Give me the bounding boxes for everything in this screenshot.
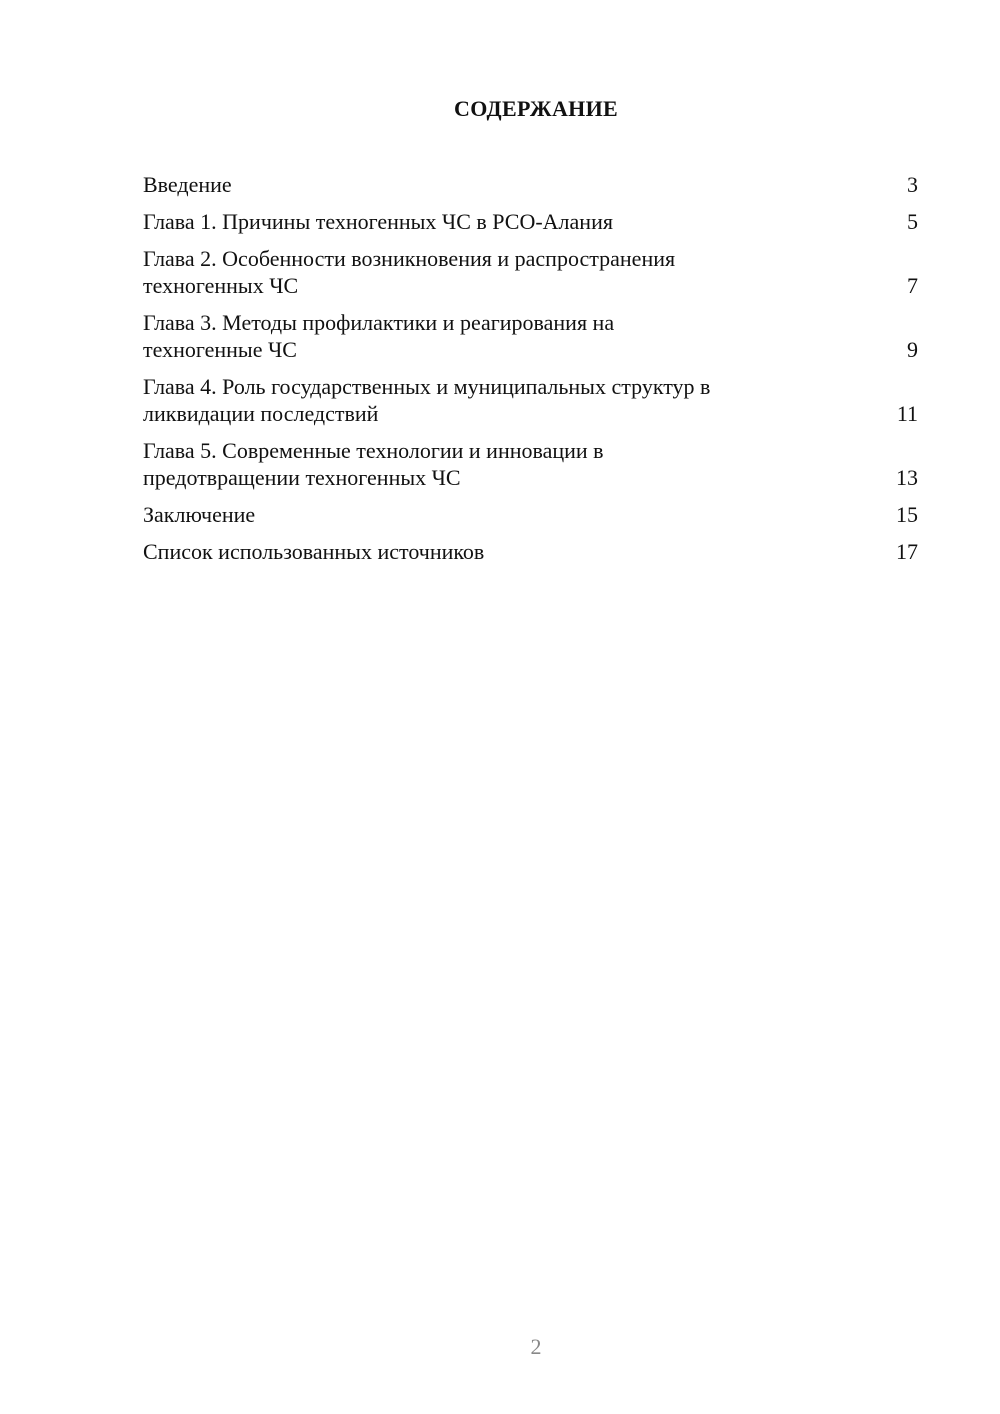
toc-entry: [143, 208, 918, 235]
toc-entry-page: 17: [896, 539, 918, 564]
toc-entry-page: 5: [907, 209, 918, 234]
toc-entry: [143, 373, 918, 427]
toc-entry-title: [143, 538, 484, 565]
toc-entry-title: [143, 171, 232, 198]
toc-entry-page: 9: [907, 337, 918, 362]
toc-entry-line: Введение: [143, 172, 232, 197]
toc-entry-line: предотвращении техногенных ЧС: [143, 465, 461, 490]
toc-entry-line: Глава 2. Особенности возникновения и распространения: [143, 246, 676, 271]
toc-entry-page: 3: [907, 172, 918, 197]
toc-entry-page: 11: [896, 401, 918, 426]
toc-entry-title: [143, 501, 255, 528]
toc-entry-line: Глава 4. Роль государственных и муниципальных структур в: [143, 374, 711, 399]
toc-entry-page: 13: [896, 465, 918, 490]
toc-entry-line: техногенных ЧС: [143, 273, 299, 298]
toc-entry-title: [143, 208, 613, 235]
toc-entry-page: 15: [896, 502, 918, 527]
toc-entry-line: Глава 5. Современные технологии и инновации в: [143, 438, 604, 463]
toc-entry: [143, 309, 918, 363]
toc-entry-title: [143, 373, 710, 427]
toc-entry: [143, 538, 918, 565]
table-of-contents: [143, 171, 918, 575]
page-title: СОДЕРЖАНИЕ: [454, 96, 618, 121]
toc-entry: [143, 501, 918, 528]
toc-entry-page: 7: [907, 273, 918, 298]
toc-entry-title: [143, 437, 604, 491]
toc-entry-title: [143, 245, 675, 299]
toc-entry-line: Глава 1. Причины техногенных ЧС в РСО-Алания: [143, 209, 613, 234]
toc-entry: [143, 245, 918, 299]
toc-entry-line: ликвидации последствий: [143, 401, 379, 426]
page-number: 2: [530, 1334, 542, 1359]
toc-entry: [143, 171, 918, 198]
toc-entry: [143, 437, 918, 491]
toc-entry-line: Глава 3. Методы профилактики и реагирования на: [143, 310, 615, 335]
toc-entry-line: Список использованных источников: [143, 539, 485, 564]
toc-entry-line: Заключение: [143, 502, 256, 527]
toc-entry-line: техногенные ЧС: [143, 337, 297, 362]
toc-entry-title: [143, 309, 614, 363]
